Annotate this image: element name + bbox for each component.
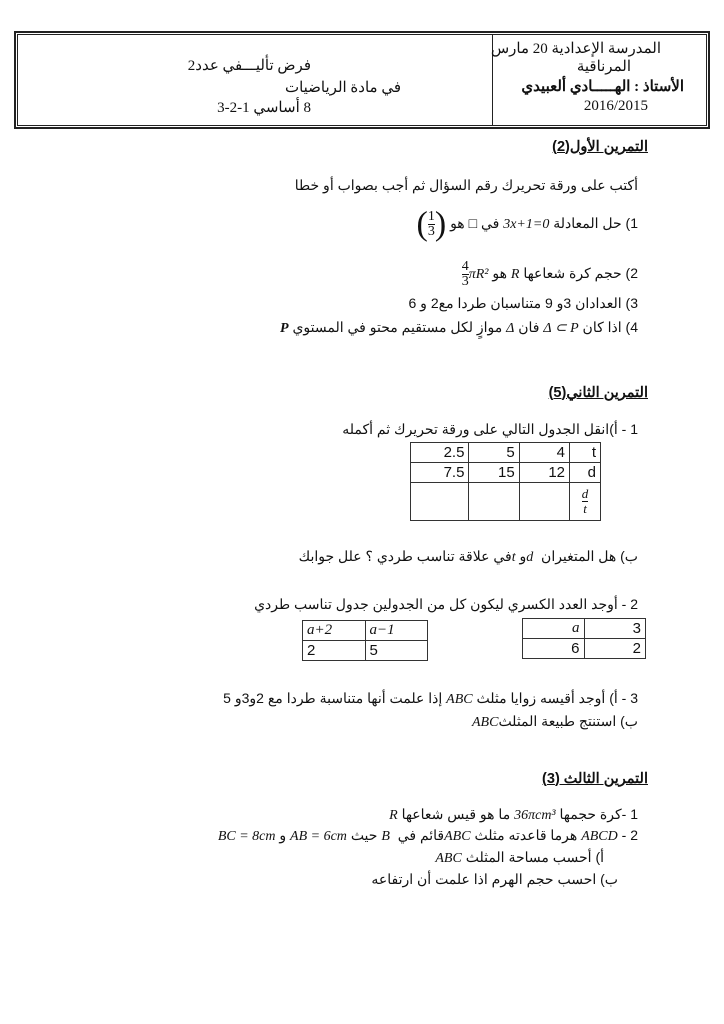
empty-cell xyxy=(519,483,569,521)
exercise1-q1: 1) حل المعادلة 3x+1=0 في □ هو ( $\frac{1}{3}$ ) xyxy=(416,205,638,243)
exam-title: فرض تأليـــفي عدد2 xyxy=(187,58,311,74)
fraction-one-third: $\frac{1}{3}$ xyxy=(427,209,435,239)
empty-cell xyxy=(411,483,469,521)
exercise1-q2: 2) حجم كرة شعاعها R هو $\frac{4}{3}$ πR² xyxy=(461,259,638,289)
exercise2-q1b: ب) هل المتغيران dو tفي علاقة تناسب طردي ؟ علل جوابك xyxy=(298,548,638,565)
subject: في مادة الرياضيات xyxy=(284,80,401,96)
exercise3-q2a: أ) أحسب مساحة المثلث ABC xyxy=(435,849,604,866)
exercise1-q4: 4) اذا كان Δ ⊂ P فان Δ موازٍ لكل مستقيم محتو في المستوي P xyxy=(280,319,638,336)
set-symbol: □ xyxy=(468,215,478,232)
class-level: 8 أساسي 1-2-3 xyxy=(217,100,311,116)
ratio-table: 2.5 5 4 t 7.5 15 12 d $\frac{d}{t}$ xyxy=(410,442,601,521)
exercise2-q3b: ب) استنتج طبيعة المثلثABC xyxy=(471,713,638,730)
exercise1-title: التمرين الأول(2) xyxy=(552,139,648,155)
exercise2-q2: 2 - أوجد العدد الكسري ليكون كل من الجدولين جدول تناسب طردي xyxy=(254,596,638,612)
school-name: المدرسة الإعدادية 20 مارس xyxy=(490,41,661,57)
exercise1-instruction: أكتب على ورقة تحريرك رقم السؤال ثم أجب بصواب أو خطا xyxy=(294,177,638,193)
table-a: a 3 6 2 xyxy=(522,618,646,659)
empty-cell xyxy=(469,483,519,521)
exercise3-title: التمرين الثالث (3) xyxy=(542,771,648,787)
table-b: a+2 a−1 2 5 xyxy=(302,620,428,661)
exercise2-q3a: 3 - أ) أوجد أقيسه زوايا مثلث ABC إذا علمت أنها متناسبة طردا مع 2و3و 5 xyxy=(223,690,638,707)
school-year: 2016/2015 xyxy=(583,98,648,114)
exercise2-q1a: 1 - أ)انقل الجدول التالي على ورقة تحريرك ثم أكمله xyxy=(342,421,638,437)
teacher-name: الأستاذ : الهـــــادي ألعبيدي xyxy=(521,79,684,95)
fraction-four-thirds: $\frac{4}{3}$ xyxy=(461,259,469,289)
exercise2-title: التمرين الثاني(5) xyxy=(548,385,648,401)
exercise3-q2b: ب) احسب حجم الهرم اذا علمت أن ارتفاعه xyxy=(371,871,618,887)
header-box xyxy=(15,32,709,128)
exercise3-q2: 2 - ABCD هرما قاعدته مثلث ABCقائم في B حيث AB = 6cm و BC = 8cm xyxy=(217,827,638,844)
exercise1-q3: 3) العدادان 3و 9 متناسبان طردا مع2 و 6 xyxy=(408,295,638,311)
exercise3-q1: 1 -كرة حجمها 36πcm³ ما هو قيس شعاعها R xyxy=(389,806,638,823)
town-name: المرناقية xyxy=(576,59,631,75)
